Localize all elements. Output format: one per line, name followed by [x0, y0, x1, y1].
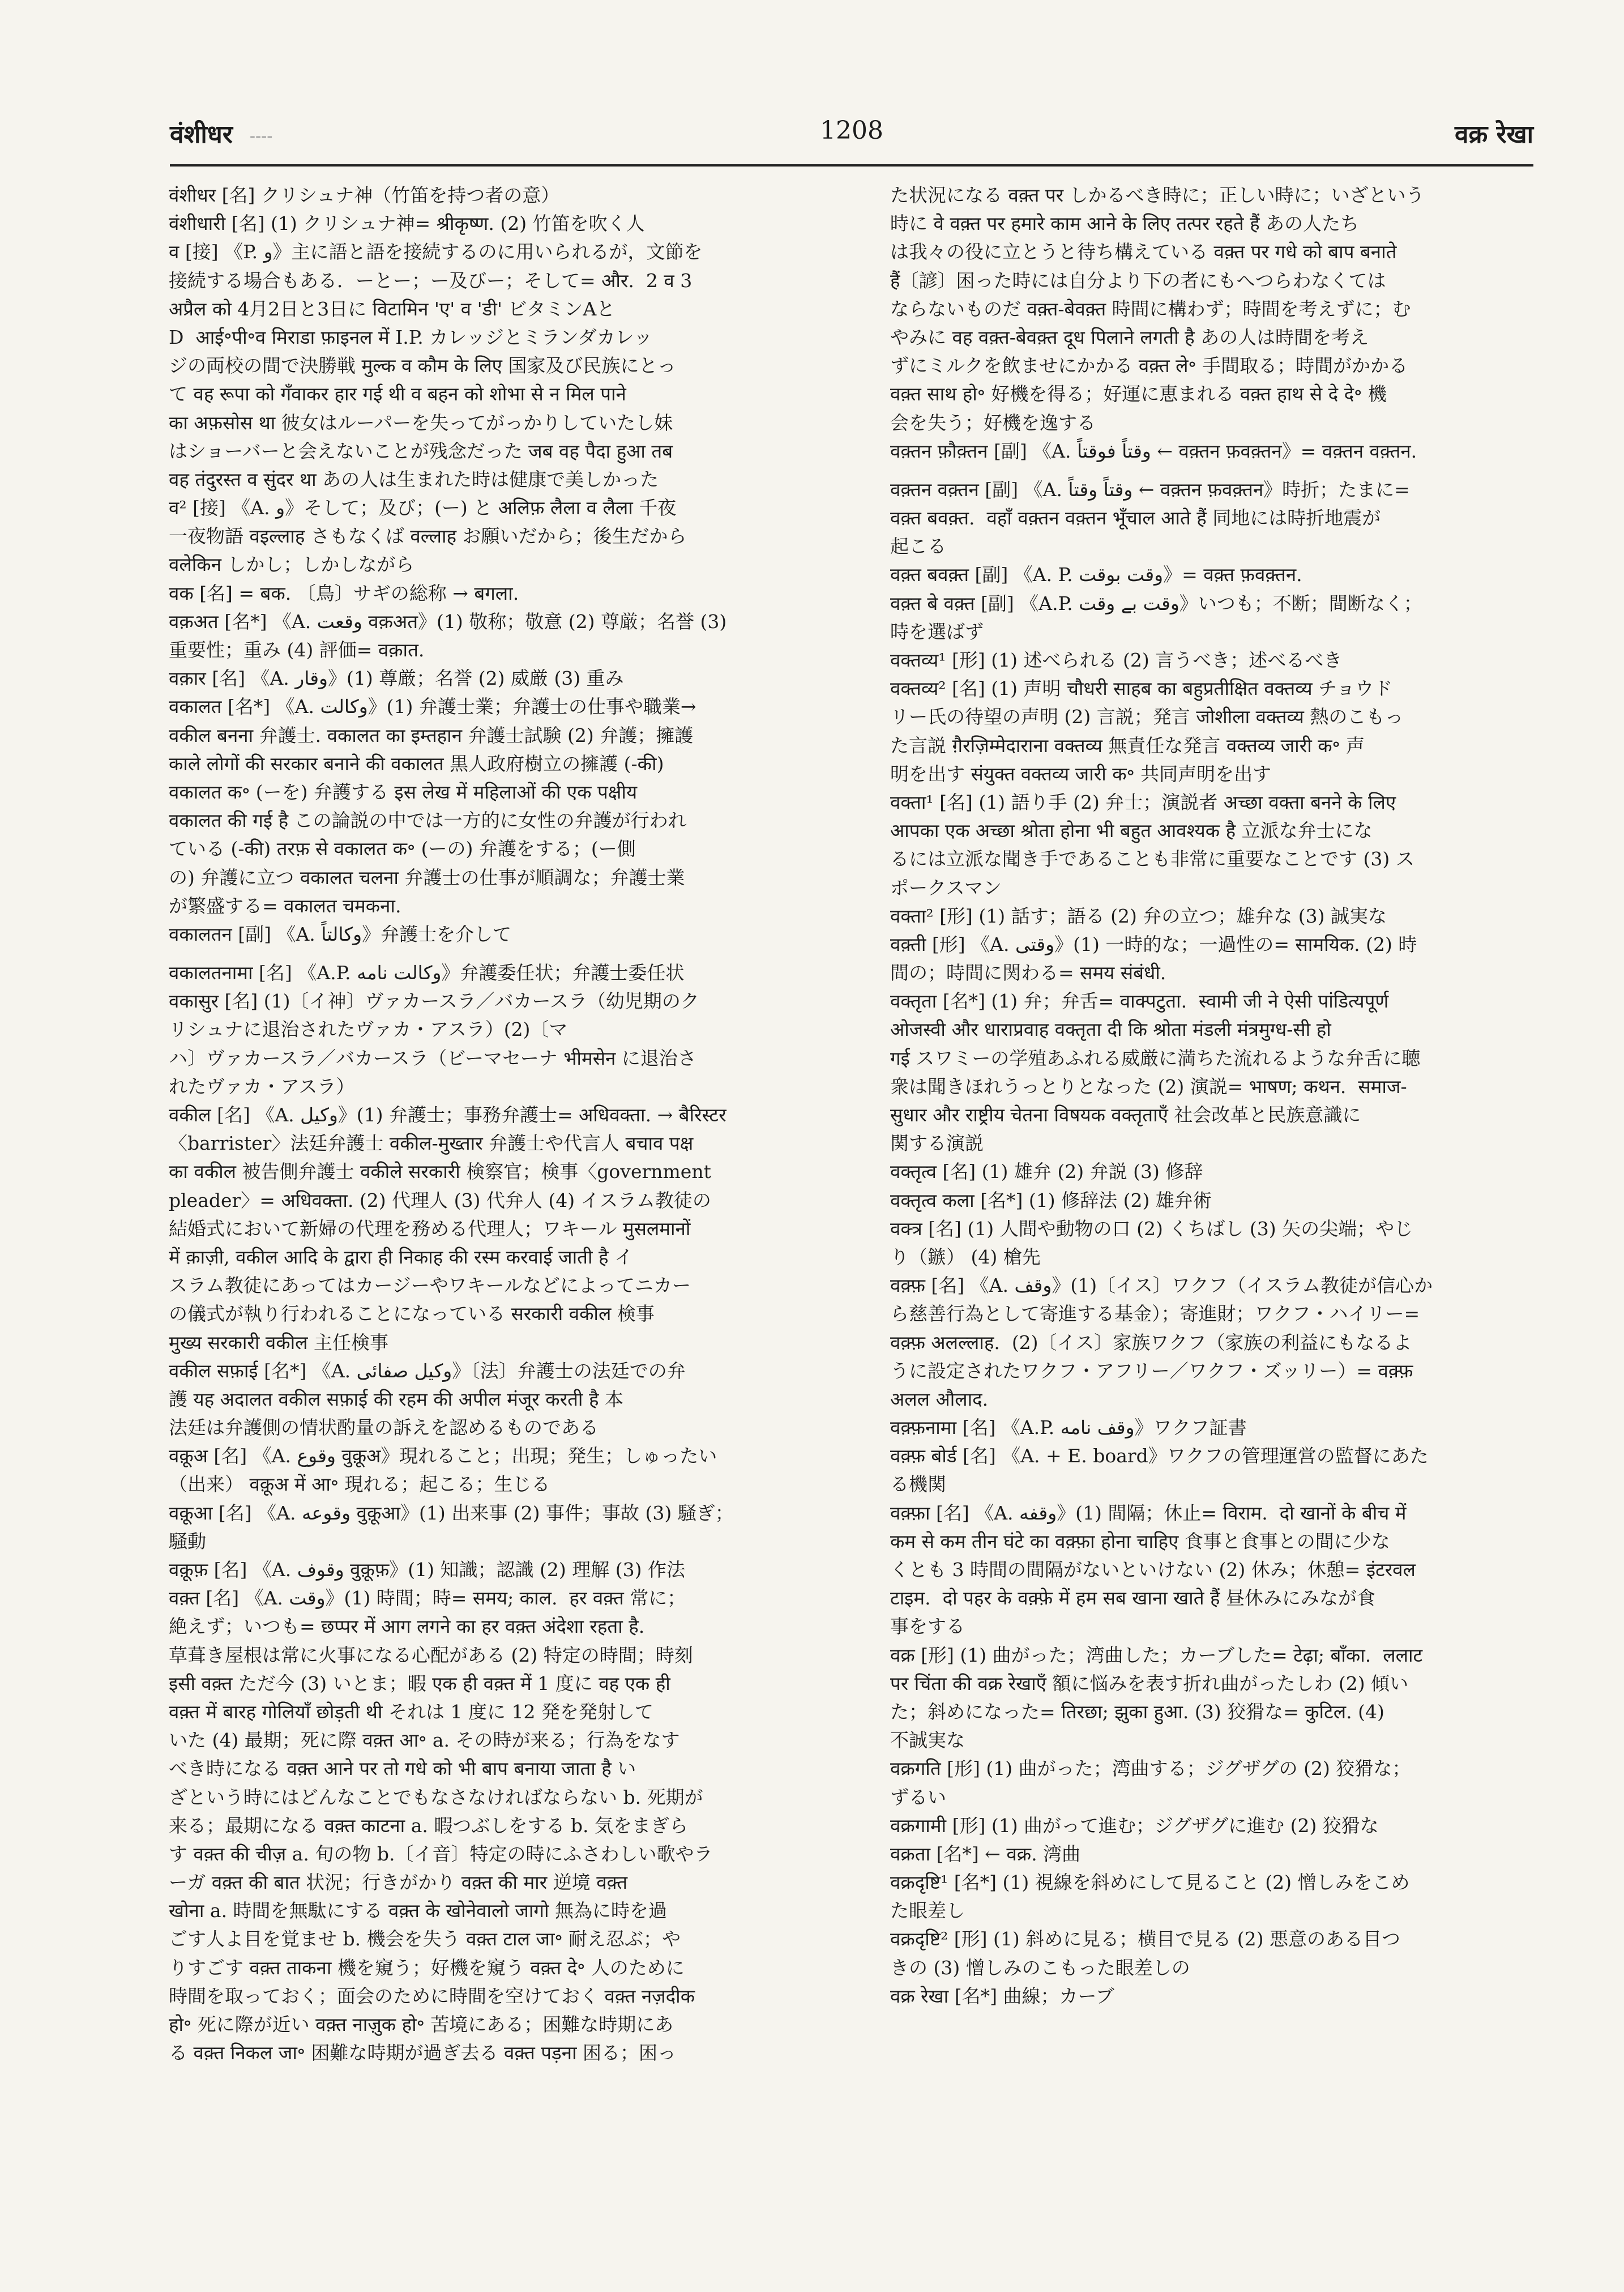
- entry-line: 衆は聞きほれうっとりとなった (2) 演説= भाषण; कथन. समाज-: [890, 1075, 1407, 1098]
- entry-line: （出来） वक़ूअ में आ॰ 現れる；起こる；生じる: [169, 1473, 550, 1496]
- entry-line: वकालत [名*] 《A. وكالت》(1) 弁護士業；弁護士の仕事や職業→: [169, 695, 696, 718]
- entry-line: うに設定されたワクフ・アフリー／ワクフ・ズッリー）= वक़्फ़: [890, 1359, 1413, 1382]
- entry-line: スラム教徒にあってはカージーやワキールなどによってニカー: [169, 1274, 691, 1297]
- entry-line: ならないものだ वक़्त-बेवक़्त 時間に構わず；時間を考えずに；む: [890, 297, 1411, 320]
- entry-line: 重要性；重み (4) 評価= वक़ात.: [169, 639, 425, 661]
- entry-gap: [890, 466, 1541, 476]
- entry-line: 法廷は弁護側の情状酌量の訴えを認めるものである: [169, 1416, 599, 1439]
- entry-line: 不誠実な: [890, 1729, 965, 1752]
- entry-line: 間の；時間に関わる= समय संबंधी.: [890, 962, 1166, 984]
- entry-line: る वक़्त निकल जा॰ 困難な時期が過ぎ去る वक़्त पड़ना 困る；困っ: [169, 2042, 677, 2064]
- entry-line: वक़ूअ [名] 《A. وقوع वुक़ूअ》現れること；出現；発生；しゅったい: [169, 1445, 717, 1467]
- entry-line: वक़्त में बारह गोलियाँ छोड़ती थी それは 1 度に 12 発を発射して: [169, 1700, 653, 1723]
- entry-line: आपका एक अच्छा श्रोता होना भी बहुत आवश्यक है 立派な弁士にな: [890, 820, 1373, 842]
- entry-line: अलल औलाद.: [890, 1388, 989, 1410]
- entry-line: वक्रगति [形] (1) 曲がった；湾曲する；ジグザグの (2) 狡猾な；: [890, 1757, 1411, 1780]
- header-right-guideword: वक्र रेखा: [1455, 120, 1533, 149]
- entry-line: た状況になる वक़्त पर しかるべき時に；正しい時に；いざという: [890, 184, 1425, 206]
- entry-line: वकासुर [名] (1)〔イ神〕ヴァカースラ／バカースラ（幼児期のク: [169, 990, 699, 1013]
- entry-line: वक़्फ़ बोर्ड [名] 《A. + E. board》ワクフの管理運営の監督にあた: [890, 1445, 1429, 1467]
- entry-line: वक़्तन वक़्तन [副] 《A. وقتاً وقتاً ← वक़्तन फ़वक़्तन》時折；たまに=: [890, 478, 1410, 501]
- entry-line: वक्रदृष्टि² [形] (1) 斜めに見る；横目で見る (2) 悪意のある目つ: [890, 1928, 1400, 1950]
- entry-line: वक़्त साथ हो॰ 好機を得る；好運に恵まれる वक़्त हाथ से दे दे॰ 機: [890, 383, 1387, 406]
- entry-line: 騒動: [169, 1530, 206, 1552]
- entry-line: वक्तृत्व कला [名*] (1) 修辞法 (2) 雄弁術: [890, 1189, 1212, 1211]
- entry-line: りすごす वक़्त ताकना 機を窺う；好機を窺う वक़्त दे॰ 人のために: [169, 1956, 685, 1979]
- entry-line: いた (4) 最期；死に際 वक़्त आ॰ a. その時が来る；行為をなす: [169, 1729, 680, 1752]
- entry-line: 来る；最期になる वक़्त काटना a. 暇つぶしをする b. 気をまぎら: [169, 1814, 688, 1837]
- left-column: [169, 181, 820, 2067]
- entry-line: वक्त्र [名] (1) 人間や動物の口 (2) くちばし (3) 矢の尖端；やじ: [890, 1217, 1413, 1240]
- entry-line: れたヴァカ・アスラ）: [169, 1075, 355, 1098]
- entry-line: वकालतनामा [名] 《A.P. وكالت نامه》弁護委任状；弁護士委任状: [169, 962, 685, 984]
- header-left-guideword: वंशीधर ----: [170, 120, 273, 149]
- page-number: 1208: [820, 116, 883, 145]
- entry-line: वह तंदुरस्त व सुंदर था あの人は生まれた時は健康で美しかった: [169, 468, 659, 490]
- entry-line: मुख्य सरकारी वकील 主任検事: [169, 1331, 389, 1354]
- entry-line: काले लोगों की सरकार बनाने की वकालत 黒人政府樹立の擁護 (-की): [169, 752, 664, 775]
- entry-line: ざという時にはどんなことでもなさなければならない b. 死期が: [169, 1786, 703, 1808]
- entry-line: वक्तव्य¹ [形] (1) 述べられる (2) 言うべき；述べるべき: [890, 649, 1343, 671]
- entry-line: はショーバーと会えないことが残念だった जब वह पैदा हुआ तब: [169, 439, 673, 462]
- entry-line: वक्ता¹ [名] (1) 語り手 (2) 弁士；演説者 अच्छा वक्ता बनने के लिए: [890, 791, 1396, 813]
- entry-line: pleader〉= अधिवक्ता. (2) 代理人 (3) 代弁人 (4) イスラム教徒の: [169, 1189, 711, 1211]
- entry-line: इसी वक़्त ただ今 (3) いとま；暇 एक ही वक़्त में 1 度に वह एक ही: [169, 1672, 670, 1695]
- entry-line: 〈barrister〉法廷弁護士 वकील-मुख्तार 弁護士や代言人 बचाव पक्ष: [169, 1132, 694, 1155]
- entry-line: वक़्फ़ अलल्लाह. (2)〔イス〕家族ワクフ（家族の利益にもなるよ: [890, 1331, 1412, 1354]
- entry-line: た；斜めになった= तिरछा; झुका हुआ. (3) 狡猾な= कुटिल. (4): [890, 1700, 1384, 1723]
- entry-line: वक़्फ़ [名] 《A. وقف》(1)〔イス〕ワクフ（イスラム教徒が信心か: [890, 1274, 1433, 1297]
- entry-line: るには立派な聞き手であることも非常に重要なことです (3) ス: [890, 848, 1414, 870]
- entry-line: वक [名] = बक. 〔鳥〕サギの総称 → बगला.: [169, 582, 519, 604]
- entry-line: 接続する場合もある．ーとー；ー及びー；そして= और. 2 व 3: [169, 269, 693, 292]
- entry-line: やみに वह वक़्त-बेवक़्त दूध पिलाने लगती है あの人は時間を考え: [890, 326, 1369, 348]
- entry-line: ごす人よ目を覚ませ b. 機会を失う वक़्त टाल जा॰ 耐え忍ぶ；や: [169, 1928, 681, 1950]
- entry-line: の) 弁護に立つ वकालत चलना 弁護士の仕事が順調な；弁護士業: [169, 866, 685, 889]
- entry-line: リシュナに退治されたヴァカ・アスラ）(2)〔マ: [169, 1018, 568, 1041]
- entry-line: वक्ता² [形] (1) 話す；語る (2) 弁の立つ；雄弁な (3) 誠実な: [890, 904, 1387, 927]
- entry-line: वक़्त बे वक़्त [副] 《A.P. وقت بے وقت》いつも；不断；間断なく；: [890, 592, 1422, 614]
- entry-line: くとも 3 時間の間隔がないといけない (2) 休み；休憩= इंटरवल: [890, 1559, 1416, 1581]
- entry-line: वक़्त [名] 《A. وقت》(1) 時間；時= समय; काल. हर वक़्त 常に；: [169, 1587, 686, 1610]
- entry-line: व² [接] 《A. و》そして；及び；(ー) と अलिफ़ लैला व लैला 千夜: [169, 497, 677, 519]
- entry-line: हैं〔諺〕困った時には自分より下の者にもへつらわなくては: [890, 269, 1386, 292]
- entry-line: में क़ाज़ी, वकील आदि के द्वारा ही निकाह की रस्म करवाई जाती है イ: [169, 1245, 633, 1268]
- entry-line: वक्र [形] (1) 曲がった；湾曲した；カーブした= टेढ़ा; बाँका. ललाट: [890, 1644, 1423, 1666]
- entry-line: ポークスマン: [890, 876, 1002, 899]
- entry-line: वंशीधारी [名] (1) クリシュナ神= श्रीकृष्ण. (2) 竹笛を吹く人: [169, 212, 645, 235]
- entry-line: ずにミルクを飲ませにかかる वक़्त ले॰ 手間取る；時間がかかる: [890, 355, 1408, 377]
- entry-line: वकालतन [副] 《A. وكالتاً》弁護士を介して: [169, 923, 512, 945]
- entry-line: た眼差し: [890, 1900, 965, 1922]
- entry-line: が繁盛する= वकालत चमकना.: [169, 894, 401, 917]
- entry-line: वक़ूफ़ [名] 《A. وقوف वुक़ूफ़》(1) 知識；認識 (2) 理解 (3) 作法: [169, 1559, 685, 1581]
- entry-line: る機関: [890, 1473, 946, 1496]
- entry-line: अप्रैल को 4月2日と3日に विटामिन 'ए' व 'डी' ビタミンAと: [169, 297, 616, 320]
- entry-line: 会を失う；好機を逸する: [890, 411, 1096, 434]
- entry-line: 起こる: [890, 535, 946, 558]
- entry-line: ずるい: [890, 1786, 946, 1808]
- entry-line: ーガ वक़्त की बात 状況；行きがかり वक़्त की मार 逆境 वक़्त: [169, 1871, 628, 1894]
- entry-line: का अफ़सोस था 彼女はルーパーを失ってがっかりしていたし妹: [169, 411, 673, 434]
- entry-line: वक्रदृष्टि¹ [名*] (1) 視線を斜めにして見ること (2) 憎しみをこめ: [890, 1871, 1410, 1894]
- entry-line: 護 यह अदालत वकील सफ़ाई की रहम की अपील मंजूर करती है 本: [169, 1388, 623, 1410]
- entry-line: वक़्त बवक़्त [副] 《A. P. وقت بوقت》= वक़्त फ़वक़्तन.: [890, 564, 1302, 586]
- entry-line: टाइम. दो पहर के वक़्फ़े में हम सब खाना खाते हैं 昼休みにみなが食: [890, 1587, 1376, 1610]
- entry-line: वकील बनना 弁護士. वकालत का इम्तहान 弁護士試験 (2) 弁護；擁護: [169, 724, 694, 746]
- entry-line: वक्र रेखा [名*] 曲線；カーブ: [890, 1984, 1114, 2007]
- entry-line: 一夜物語 वइल्लाह さもなくば वल्लाह お願いだから；後生だから: [169, 525, 687, 548]
- entry-line: वक़्तन फ़ौक़्तन [副] 《A. وقتاً فوقتاً ← वक़्तन फ़वक़्तन》= वक़्तन वक़्तन.: [890, 439, 1417, 462]
- running-header: [170, 116, 1533, 167]
- entry-line: り（鏃） (4) 槍先: [890, 1245, 1041, 1268]
- entry-line: きの (3) 憎しみのこもった眼差しの: [890, 1956, 1190, 1979]
- entry-line: खोना a. 時間を無駄にする वक़्त के खोनेवालो जागो 無為に時を過: [169, 1900, 668, 1922]
- entry-line: す वक़्त की चीज़ a. 旬の物 b.〔イ音〕特定の時にふさわしい歌やラ: [169, 1842, 713, 1865]
- entry-line: वकालत क॰ (ーを) 弁護する इस लेख में महिलाओं की एक पक्षीय: [169, 780, 638, 803]
- entry-line: वक़ार [名] 《A. وقار》(1) 尊厳；名誉 (2) 威厳 (3) 重み: [169, 667, 624, 690]
- entry-gap: [169, 949, 820, 959]
- entry-line: 明を出す संयुक्त वक्तव्य जारी क॰ 共同声明を出す: [890, 762, 1272, 785]
- entry-line: वक़्त बवक़्त. वहाँ वक़्तन वक़्तन भूँचाल आते हैं 同地には時折地震が: [890, 507, 1381, 530]
- entry-line: कम से कम तीन घंटे का वक़्फ़ा होना चाहिए 食事と食事との間に少な: [890, 1530, 1390, 1552]
- entry-line: वक़्फ़नामा [名] 《A.P. وقف نامه》ワクフ証書: [890, 1416, 1247, 1439]
- entry-line: 時を選ばず: [890, 620, 984, 643]
- entry-line: वक्तव्य² [名] (1) 声明 चौधरी साहब का बहुप्रतीक्षित वक्तव्य チョウド: [890, 677, 1393, 700]
- entry-line: वकील [名] 《A. وكيل》(1) 弁護士；事務弁護士= अधिवक्ता. → बैरिस्टर: [169, 1104, 726, 1126]
- entry-line: गई スワミーの学殖あふれる威厳に満ちた流れるような弁舌に聴: [890, 1047, 1421, 1069]
- entry-line: ている (-की) तरफ़ से वकालत क॰ (ーの) 弁護をする；(ー側: [169, 838, 636, 860]
- right-column: [890, 181, 1541, 2011]
- entry-line: वक्तृत्व [名] (1) 雄弁 (2) 弁説 (3) 修辞: [890, 1160, 1203, 1183]
- entry-line: て वह रूपा को गँवाकर हार गई थी व बहन को शोभा से न मिल पाने: [169, 383, 626, 406]
- entry-line: 関する演説: [890, 1132, 984, 1155]
- entry-line: वक्रगामी [形] (1) 曲がって進む；ジグザグに進む (2) 狡猾な: [890, 1814, 1379, 1837]
- entry-line: ハ〕ヴァカースラ／バカースラ（ビーマセーナ भीमसेन に退治さ: [169, 1047, 696, 1069]
- entry-line: वकालत की गई है この論説の中では一方的に女性の弁護が行われ: [169, 809, 687, 832]
- entry-line: वकील सफ़ाई [名*] 《A. وكيل صفائی》〔法〕弁護士の法廷での弁: [169, 1359, 686, 1382]
- entry-line: पर चिंता की वक्र रेखाएँ 額に悩みを表す折れ曲がったしわ (2) 傾い: [890, 1672, 1409, 1695]
- entry-line: 結婚式において新婦の代理を務める代理人；ワキール मुसलमानों: [169, 1217, 691, 1240]
- entry-line: ら慈善行為として寄進する基金）；寄進財；ワクフ・ハイリー=: [890, 1303, 1420, 1325]
- entry-line: の儀式が執り行われることになっている सरकारी वकील 検事: [169, 1303, 655, 1325]
- entry-line: वक्रता [名*] ← वक्र. 湾曲: [890, 1842, 1081, 1865]
- entry-line: 絶えず；いつも= छप्पर में आग लगने का हर वक़्त अंदेशा रहता है.: [169, 1615, 645, 1638]
- entry-line: वक़्ती [形] 《A. وقتی》(1) 一時的な；一過性の= सामयिक. (2) 時: [890, 933, 1417, 955]
- entry-line: 時に वे वक़्त पर हमारे काम आने के लिए तत्पर रहते हैं あの人たち: [890, 212, 1360, 235]
- entry-line: リー氏の待望の声明 (2) 言説；発言 जोशीला वक्तव्य 熱のこもっ: [890, 706, 1404, 728]
- entry-line: ओजस्वी और धाराप्रवाह वक्तृता दी कि श्रोता मंडली मंत्रमुग्ध-सी हो: [890, 1018, 1331, 1041]
- entry-line: た言説 ग़ैरज़िम्मेदाराना वक्तव्य 無責任な発言 वक्तव्य जारी क॰ 声: [890, 734, 1365, 757]
- entry-line: सुधार और राष्ट्रीय चेतना विषयक वक्तृताएँ 社会改革と民族意識に: [890, 1104, 1361, 1126]
- entry-line: D आई॰पी॰व मिराडा फ़ाइनल में I.P. カレッジとミランダカレッ: [169, 326, 653, 348]
- entry-line: 草葺き屋根は常に火事になる心配がある (2) 特定の時間；時刻: [169, 1644, 693, 1666]
- entry-line: वक़्फ़ा [名] 《A. وقفه》(1) 間隔；休止= विराम. दो खानों के बीच में: [890, 1501, 1407, 1524]
- entry-line: 事をする: [890, 1615, 965, 1638]
- header-dash: ----: [249, 126, 273, 146]
- entry-line: は我々の役に立とうと待ち構えている वक़्त पर गधे को बाप बनाते: [890, 241, 1397, 263]
- entry-line: 時間を取っておく；面会のために時間を空けておく वक़्त नज़दीक: [169, 1984, 695, 2007]
- entry-line: व [接] 《P. و》主に語と語を接続するのに用いられるが，文節を: [169, 241, 703, 263]
- entry-line: वंशीधर [名] クリシュナ神（竹笛を持つ者の意）: [169, 184, 560, 206]
- entry-line: वक़ूआ [名] 《A. وقوعه वुक़ूआ》(1) 出来事 (2) 事件；事故 (3) 騒ぎ；: [169, 1501, 734, 1524]
- entry-line: べき時になる वक़्त आने पर तो गधे को भी बाप बनाया जाता है い: [169, 1757, 636, 1780]
- entry-line: हो॰ 死に際が近い वक़्त नाज़ुक हो॰ 苦境にある；困難な時期にあ: [169, 2013, 674, 2035]
- entry-line: वलेकिन しかし；しかしながら: [169, 553, 414, 576]
- entry-line: वक़अत [名*] 《A. وقعت वक़अत》(1) 敬称；敬意 (2) 尊厳；名誉 (3): [169, 610, 727, 633]
- entry-line: का वकील 被告側弁護士 वकीले सरकारी 検察官；検事〈government: [169, 1160, 711, 1183]
- entry-line: ジの両校の間で決勝戦 मुल्क व कौम के लिए 国家及び民族にとっ: [169, 355, 676, 377]
- entry-line: वक्तृता [名*] (1) 弁；弁舌= वाक्पटुता. स्वामी जी ने ऐसी पांडित्यपूर्ण: [890, 990, 1389, 1013]
- header-rule: [170, 164, 1533, 167]
